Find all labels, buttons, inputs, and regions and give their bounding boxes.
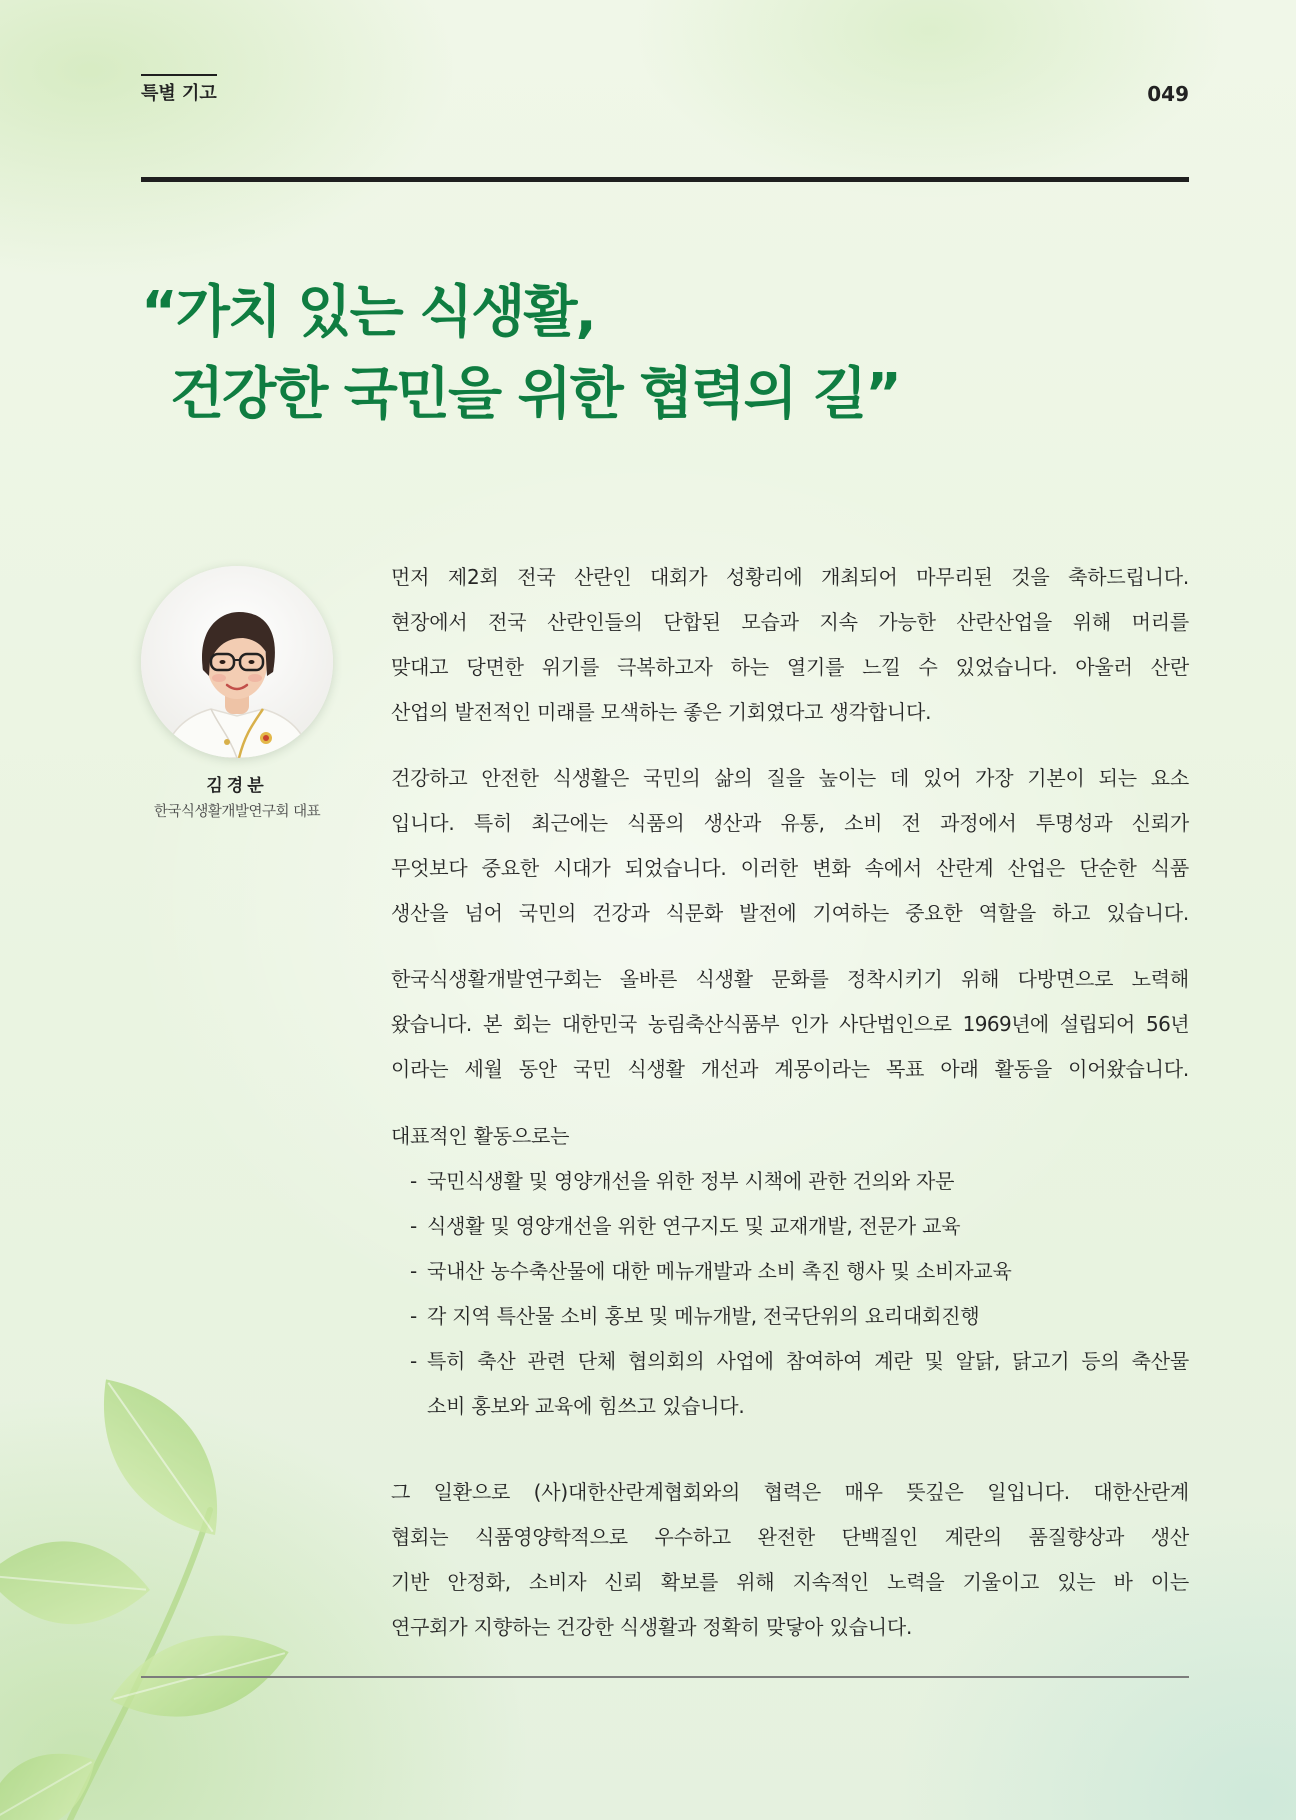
list-bullet: - [410,1214,418,1238]
paragraph-line: 산업의 발전적인 미래를 모색하는 좋은 기회였다고 생각합니다. [391,700,932,724]
author-name: 김경분 [206,776,268,796]
list-item [391,1204,1189,1249]
leaf [0,1731,112,1820]
list-item-text: 특히 축산 관련 단체 협의회의 사업에 참여하여 계란 및 알닭, 닭고기 등의 축산물 [427,1349,1189,1373]
author-affiliation: 한국식생활개발연구회 대표 [153,804,321,820]
page-number: 049 [1147,82,1189,106]
author-portrait [141,566,333,758]
list-item [391,1294,1189,1339]
list-bullet: - [410,1169,418,1193]
paragraph-line: 맞대고 당면한 위기를 극복하고자 하는 열기를 느낄 수 있었습니다. 아울러 산란 [391,655,1189,679]
section-label-rule [141,74,217,76]
paragraph-1 [391,555,1189,735]
article-title [141,272,900,436]
list-intro: 대표적인 활동으로는 [391,1124,570,1148]
paragraph-line: 그 일환으로 (사)대한산란계협회와의 협력은 매우 뜻깊은 일입니다. 대한산란계 [391,1480,1189,1504]
leaf-decoration [0,1320,400,1820]
list-item [391,1159,1189,1204]
leaf [72,1356,249,1559]
paragraph-line: 무엇보다 중요한 시대가 되었습니다. 이러한 변화 속에서 산란계 산업은 단순한 식품 [391,856,1189,880]
footer-divider [141,1676,1189,1678]
activity-list [391,1159,1189,1429]
paragraph-line: 이라는 세월 동안 국민 식생활 개선과 계몽이라는 목표 아래 활동을 이어왔습니다. [391,1057,1189,1081]
title-line: 건강한 국민을 위한 협력의 길” [170,362,900,427]
leaf [0,1535,154,1632]
list-item-continuation: 소비 홍보와 교육에 힘쓰고 있습니다. [427,1394,745,1418]
list-bullet: - [410,1259,418,1283]
paragraph-line: 현장에서 전국 산란인들의 단합된 모습과 지속 가능한 산란산업을 위해 머리를 [391,610,1189,634]
paragraph-line: 건강하고 안전한 식생활은 국민의 삶의 질을 높이는 데 있어 가장 기본이 되는 요소 [391,766,1189,790]
list-bullet: - [410,1304,418,1328]
list-bullet: - [410,1349,418,1373]
article-body [391,555,1189,1650]
header-divider [141,177,1189,182]
title-line: “가치 있는 식생활, [141,280,595,345]
list-item-text: 국내산 농수축산물에 대한 메뉴개발과 소비 촉진 행사 및 소비자교육 [427,1259,1012,1283]
list-item-text: 식생활 및 영양개선을 위한 연구지도 및 교재개발, 전문가 교육 [427,1214,961,1238]
list-item-text: 각 지역 특산물 소비 홍보 및 메뉴개발, 전국단위의 요리대회진행 [427,1304,980,1328]
list-item [391,1339,1189,1384]
paragraph-line: 왔습니다. 본 회는 대한민국 농림축산식품부 인가 사단법인으로 1969년에 설립되어 56년 [391,1012,1189,1036]
paragraph-line: 기반 안정화, 소비자 신뢰 확보를 위해 지속적인 노력을 기울이고 있는 바 이는 [391,1570,1189,1594]
leaf-stem [70,1510,210,1820]
section-label: 특별 기고 [141,83,217,104]
paragraph-3 [391,957,1189,1092]
paragraph-line: 입니다. 특히 최근에는 식품의 생산과 유통, 소비 전 과정에서 투명성과 신뢰가 [391,811,1189,835]
paragraph-line: 한국식생활개발연구회는 올바른 식생활 문화를 정착시키기 위해 다방면으로 노력해 [391,967,1189,991]
list-item-text: 국민식생활 및 영양개선을 위한 정부 시책에 관한 건의와 자문 [427,1169,955,1193]
paragraph-4 [391,1470,1189,1650]
paragraph-line: 협회는 식품영양학적으로 우수하고 완전한 단백질인 계란의 품질향상과 생산 [391,1525,1189,1549]
list-item [391,1249,1189,1294]
paragraph-line: 생산을 넘어 국민의 건강과 식문화 발전에 기여하는 중요한 역할을 하고 있습니다. [391,901,1189,925]
paragraph-line: 먼저 제2회 전국 산란인 대회가 성황리에 개최되어 마무리된 것을 축하드립니다. [391,565,1189,589]
paragraph-2 [391,756,1189,936]
paragraph-line: 연구회가 지향하는 건강한 식생활과 정확히 맞닿아 있습니다. [391,1615,913,1639]
author-photo [141,566,333,758]
